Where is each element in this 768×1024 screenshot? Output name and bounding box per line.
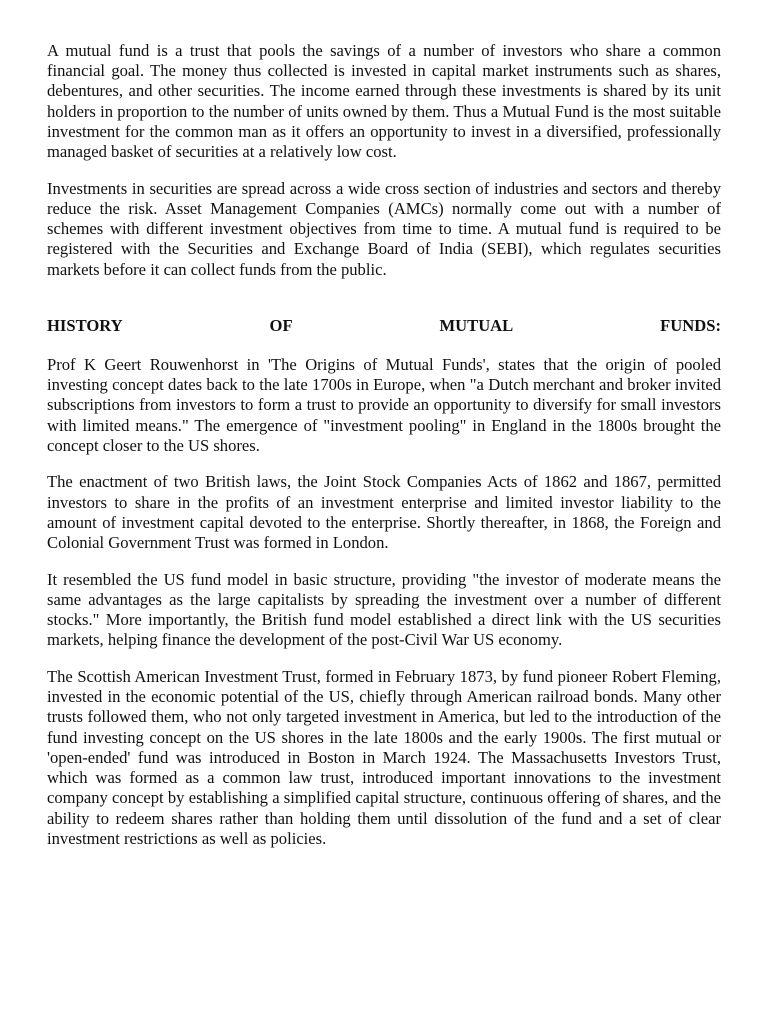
history-paragraph-1: Prof K Geert Rouwenhorst in 'The Origins of Mutual Funds', states that the origin of pooled investing concept dates back to the late 1700s in Europe, when "a Dutch merchant and broker invited subscriptions from investors to form a trust to provide an opportunity to diversify for small investors with limited means." The emergence of "investment pooling" in England in the 1800s brought the concept closer to the US shores. xyxy=(47,354,721,455)
history-paragraph-4: The Scottish American Investment Trust, formed in February 1873, by fund pioneer Robert Fleming, invested in the economic potential of the US, chiefly through American railroad bonds. Many other trusts followed them, who not only targeted investment in America, but led to the introduction of the fund investing concept on the US shores in the late 1800s and the early 1900s. The first mutual or 'open-ended' fund was introduced in Boston in March 1924. The Massachusetts Investors Trust, which was formed as a common law trust, introduced important innovations to the investment company concept by establishing a simplified capital structure, continuous offering of shares, and the ability to redeem shares rather than holding them until dissolution of the fund and a set of clear investment restrictions as well as policies. xyxy=(47,667,721,848)
history-paragraph-3: It resembled the US fund model in basic structure, providing "the investor of moderate means the same advantages as the large capitalists by spreading the investment over a number of different stocks." More importantly, the British fund model established a direct link with the US securities markets, helping finance the development of the post-Civil War US economy. xyxy=(47,569,721,650)
intro-paragraph-1: A mutual fund is a trust that pools the savings of a number of investors who share a common financial goal. The money thus collected is invested in capital market instruments such as shares, debentures, and other securities. The income earned through these investments is shared by its unit holders in proportion to the number of units owned by them. Thus a Mutual Fund is the most suitable investment for the common man as it offers an opportunity to invest in a diversified, professionally managed basket of securities at a relatively low cost. xyxy=(47,41,721,162)
heading-word-of: OF xyxy=(269,315,293,335)
heading-word-mutual: MUTUAL xyxy=(439,315,514,335)
document-page xyxy=(47,41,721,865)
heading-word-funds: FUNDS: xyxy=(660,315,721,335)
intro-paragraph-2: Investments in securities are spread across a wide cross section of industries and sectors and thereby reduce the risk. Asset Management Companies (AMCs) normally come out with a number of schemes with different investment objectives from time to time. A mutual fund is required to be registered with the Securities and Exchange Board of India (SEBI), which regulates securities markets before it can collect funds from the public. xyxy=(47,178,721,279)
history-heading xyxy=(47,316,721,336)
heading-word-history: HISTORY xyxy=(47,315,123,335)
history-paragraph-2: The enactment of two British laws, the Joint Stock Companies Acts of 1862 and 1867, permitted investors to share in the profits of an investment enterprise and limited investor liability to the amount of investment capital devoted to the enterprise. Shortly thereafter, in 1868, the Foreign and Colonial Government Trust was formed in London. xyxy=(47,472,721,553)
